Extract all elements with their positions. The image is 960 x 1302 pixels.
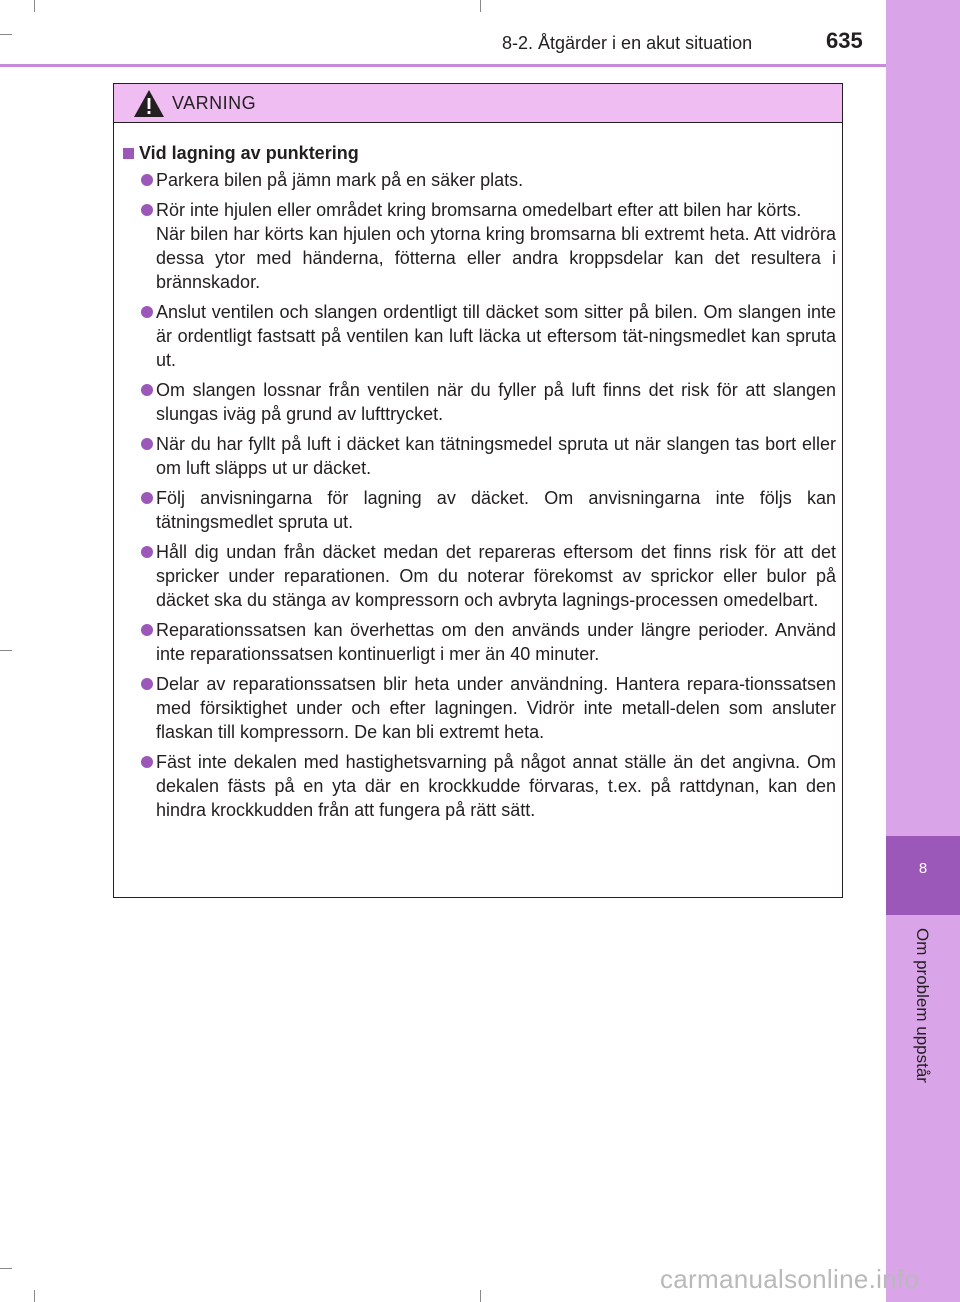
page-header: [0, 0, 960, 70]
circle-bullet-icon: [141, 492, 153, 504]
warning-list-item: [123, 168, 836, 192]
warning-list-item: [123, 378, 836, 426]
warning-item-text: Reparationssatsen kan överhettas om den används under längre perioder. Använd inte reparationssatsen kontinuerligt i mer än 40 minuter.: [156, 620, 836, 664]
circle-bullet-icon: [141, 678, 153, 690]
warning-subheading: [123, 143, 836, 164]
section-title: 8-2. Åtgärder i en akut situation: [502, 33, 753, 53]
warning-triangle-icon: [133, 89, 165, 118]
warning-item-text: Fäst inte dekalen med hastighetsvarning på något annat ställe än det angivna. Om dekalen fästs på en yta där en krockkudde förvaras, t.ex. på rattdynan, kan den hindra krockkudden från att fungera på rätt sätt.: [156, 752, 836, 820]
circle-bullet-icon: [141, 306, 153, 318]
warning-item-text: Håll dig undan från däcket medan det repareras eftersom det finns risk för att det spricker under reparationen. Om du noterar förekomst av sprickor eller bulor på däcket ska du stänga av kompressorn och avbryta lagnings-processen omedelbart.: [156, 542, 836, 610]
warning-list-item: [123, 618, 836, 666]
warning-body: [114, 123, 842, 822]
warning-item-text: Delar av reparationssatsen blir heta under användning. Hantera repara-tionssatsen med försiktighet under och efter lagningen. Vidrör inte metall-delen som ansluter flaskan till kompressorn. De kan bli extremt heta.: [156, 674, 836, 742]
crop-mark: [0, 1268, 12, 1269]
circle-bullet-icon: [141, 546, 153, 558]
warning-item-text: Rör inte hjulen eller området kring bromsarna omedelbart efter att bilen har körts.: [156, 200, 802, 220]
warning-item-text: Anslut ventilen och slangen ordentligt till däcket som sitter på bilen. Om slangen inte är ordentligt fastsatt på ventilen kan luft läcka ut eftersom tät-ningsmedlet kan spruta ut.: [156, 302, 836, 370]
warning-list-item: [123, 300, 836, 372]
header-rule: [0, 64, 886, 67]
warning-box: [113, 83, 843, 898]
page-number: 635: [826, 28, 863, 53]
square-bullet-icon: [123, 148, 134, 159]
warning-item-text: Om slangen lossnar från ventilen när du fyller på luft finns det risk för att slangen slungas iväg på grund av lufttrycket.: [156, 380, 836, 424]
warning-title: VARNING: [172, 93, 257, 113]
circle-bullet-icon: [141, 438, 153, 450]
warning-list-item: [123, 432, 836, 480]
chapter-label: Om problem uppstår: [913, 928, 932, 1083]
watermark: carmanualsonline.info: [660, 1264, 920, 1294]
circle-bullet-icon: [141, 174, 153, 186]
crop-mark: [480, 1290, 481, 1302]
chapter-number: 8: [918, 860, 928, 877]
warning-list-item: [123, 486, 836, 534]
chapter-side-tab: [886, 0, 960, 1302]
warning-item-text: När du har fyllt på luft i däcket kan tätningsmedel spruta ut när slangen tas bort eller om luft släpps ut ur däcket.: [156, 434, 836, 478]
warning-header: [114, 84, 842, 123]
warning-item-text: Följ anvisningarna för lagning av däcket. Om anvisningarna inte följs kan tätningsmedlet spruta ut.: [156, 488, 836, 532]
warning-item-text: När bilen har körts kan hjulen och ytorna kring bromsarna bli extremt heta. Att vidröra dessa ytor med händerna, fötterna eller andra kroppsdelar kan det resultera i brännskador.: [156, 224, 836, 292]
circle-bullet-icon: [141, 384, 153, 396]
crop-mark: [34, 1290, 35, 1302]
warning-list: [123, 168, 836, 822]
warning-list-item: [123, 198, 836, 294]
warning-list-item: [123, 672, 836, 744]
crop-mark: [0, 650, 12, 651]
warning-item-text: Parkera bilen på jämn mark på en säker plats.: [156, 170, 524, 190]
warning-list-item: [123, 540, 836, 612]
warning-subheading-text: Vid lagning av punktering: [139, 143, 359, 163]
circle-bullet-icon: [141, 204, 153, 216]
circle-bullet-icon: [141, 624, 153, 636]
warning-list-item: [123, 750, 836, 822]
circle-bullet-icon: [141, 756, 153, 768]
